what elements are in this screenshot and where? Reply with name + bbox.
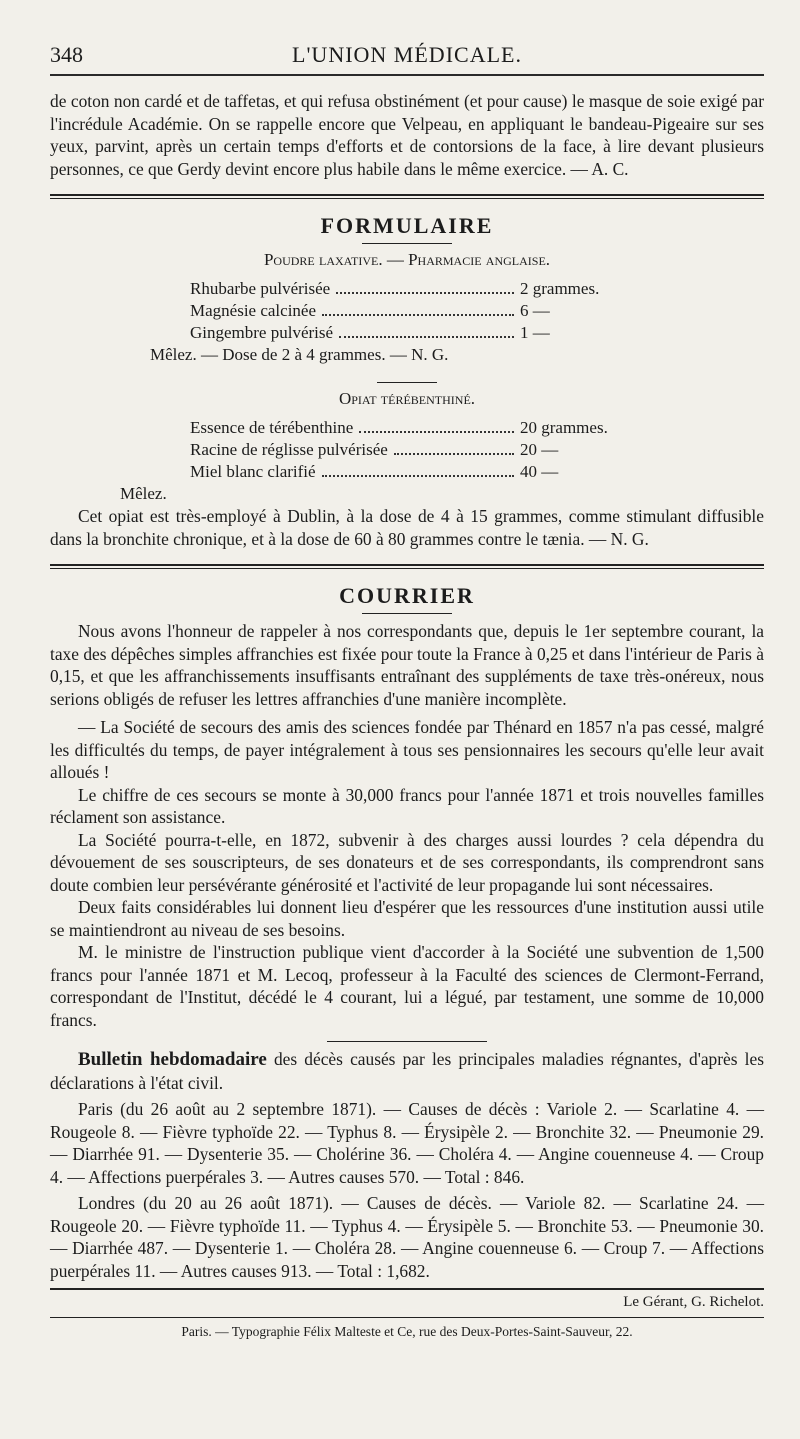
recipe-separator: [377, 382, 437, 383]
courrier-paragraph: Deux faits considérables lui donnent lieu d'espérer que les ressources d'une institution aussi utile se maintiendront au niveau de ses besoins.: [50, 897, 764, 940]
ingredient-quantity: 20 —: [520, 440, 559, 459]
recipe-instruction-poudre: Mêlez. — Dose de 2 à 4 grammes. — N. G.: [150, 345, 449, 364]
title-underline: [362, 613, 452, 614]
ingredient-quantity: 6 —: [520, 301, 550, 320]
recipe-instruction-opiat: Mêlez.: [120, 484, 167, 503]
running-head: [50, 40, 764, 76]
ingredient-name: Magnésie calcinée: [190, 301, 317, 320]
ingredient-quantity: 1 —: [520, 323, 550, 342]
ingredient-row: [190, 300, 620, 322]
leader-dots: [322, 300, 514, 316]
bulletin-paris: Paris (du 26 août au 2 septembre 1871). — Causes de décès : Variole 2. — Scarlatine 4. — Rougeole 8. — Fièvre typhoïde 22. — Typhus 8. — Érysipèle 2. — Bronchite 32. — Pneumonie 29. — Diarrhée 91. — Dysenterie 35. — Cholérine 36. — Choléra 4. — Angine couenneuse 4. — Croup 4. — Affections puerpérales 3. — Autres causes 570. — Total : 846.: [50, 1099, 764, 1187]
courrier-body: [50, 620, 764, 1031]
intro-paragraph: de coton non cardé et de taffetas, et qui refusa obstinément (et pour cause) le masque de soie exigé par l'incrédule Académie. On se rappelle encore que Velpeau, en appliquant le bandeau-Pigeaire sur ses yeux, parvint, après un certain temps d'efforts et de contorsions de la face, à lire devant plusieurs personnes, ce que Gerdy devint encore plus habile dans le même exercice. — A. C.: [50, 91, 764, 179]
footer-rule: [50, 1288, 764, 1290]
ingredient-row: [190, 439, 620, 461]
footer-rule-small: [50, 1317, 764, 1318]
title-underline: [362, 243, 452, 244]
ingredient-name: Gingembre pulvérisé: [190, 323, 334, 342]
ingredient-quantity: 40 —: [520, 462, 559, 481]
leader-dots: [339, 322, 514, 338]
ingredient-name: Miel blanc clarifié: [190, 462, 316, 481]
courrier-title: COURRIER: [339, 583, 475, 608]
leader-dots: [359, 417, 514, 433]
courrier-paragraph: La Société pourra-t-elle, en 1872, subvenir à des charges aussi lourdes ? cela dépendra du dévouement de ses souscripteurs, de ses donateurs et de ses correspondants, ils comprendront sans doute combien leur persévérante générosité et l'activité de leur propagande lui sont nécessaires.: [50, 829, 764, 895]
bulletin-heading-rest: des décès causés par les principales maladies régnantes, d'après les déclarations à l'état civil.: [50, 1049, 764, 1093]
ingredient-list-opiat: [50, 417, 764, 483]
bulletin-intro: [50, 1048, 764, 1094]
leader-dots: [336, 278, 514, 294]
formulaire-title: FORMULAIRE: [320, 213, 494, 238]
journal-title: L'UNION MÉDICALE.: [292, 42, 522, 67]
ingredient-row: [190, 417, 620, 439]
leader-dots: [322, 461, 514, 477]
leader-dots: [394, 439, 514, 455]
recipe-title-opiat: Opiat térébenthiné.: [338, 389, 476, 408]
ingredient-row: [190, 461, 620, 483]
ingredient-name: Essence de térébenthine: [190, 418, 354, 437]
courrier-paragraph: Nous avons l'honneur de rappeler à nos correspondants que, depuis le 1er septembre courant, la taxe des dépêches simples affranchies est fixée pour toute la France à 0,25 et dans l'intérieur de Paris à 0,15, et que les affranchissements insuffisants entraînant des suppléments de taxe très-onéreux, nous serions obligés de refuser les lettres affranchies d'une manière incomplète.: [50, 621, 764, 709]
ingredient-name: Rhubarbe pulvérisée: [190, 279, 331, 298]
recipe-title-poudre: Poudre laxative. — Pharmacie anglaise.: [263, 250, 551, 269]
gerant-signature: Le Gérant, G. Richelot.: [623, 1294, 764, 1310]
bulletin-heading: Bulletin hebdomadaire: [78, 1049, 267, 1070]
ingredient-row: [190, 322, 620, 344]
page-number: 348: [50, 42, 83, 67]
ingredient-row: [190, 278, 620, 300]
bulletin-separator: [327, 1041, 487, 1042]
ingredient-name: Racine de réglisse pulvérisée: [190, 440, 388, 459]
courrier-paragraph: Le chiffre de ces secours se monte à 30,000 francs pour l'année 1871 et trois nouvelles familles réclament son assistance.: [50, 784, 764, 827]
printer-imprint: Paris. — Typographie Félix Malteste et Ce, rue des Deux-Portes-Saint-Sauveur, 22.: [181, 1324, 633, 1339]
bulletin-londres: Londres (du 20 au 26 août 1871). — Causes de décès. — Variole 82. — Scarlatine 24. — Rougeole 20. — Fièvre typhoïde 11. — Typhus 4. — Érysipèle 5. — Bronchite 53. — Pneumonie 30. — Diarrhée 487. — Dysenterie 1. — Choléra 28. — Angine couenneuse 6. — Croup 7. — Affections puerpérales 11. — Autres causes 913. — Total : 1,682.: [50, 1193, 764, 1281]
ingredient-quantity: 2 grammes.: [520, 279, 600, 298]
ingredient-quantity: 20 grammes.: [520, 418, 608, 437]
section-divider: [50, 564, 764, 569]
section-divider: [50, 194, 764, 199]
recipe-note-opiat: Cet opiat est très-employé à Dublin, à la dose de 4 à 15 grammes, comme stimulant diffusible dans la bronchite chronique, et à la dose de 60 à 80 grammes contre le tænia. — N. G.: [50, 506, 764, 549]
ingredient-list-poudre: [50, 278, 764, 344]
courrier-paragraph: — La Société de secours des amis des sciences fondée par Thénard en 1857 n'a pas cessé, malgré les difficultés du temps, de payer intégralement à tous ses pensionnaires les secours qu'elle leur avait alloués !: [50, 717, 764, 782]
courrier-paragraph: M. le ministre de l'instruction publique vient d'accorder à la Société une subvention de 1,500 francs pour l'année 1871 et M. Lecoq, professeur à la Faculté des sciences de Clermont-Ferrand, correspondant de l'Institut, décédé le 4 courant, lui a légué, par testament, une somme de 10,000 francs.: [50, 942, 764, 1030]
